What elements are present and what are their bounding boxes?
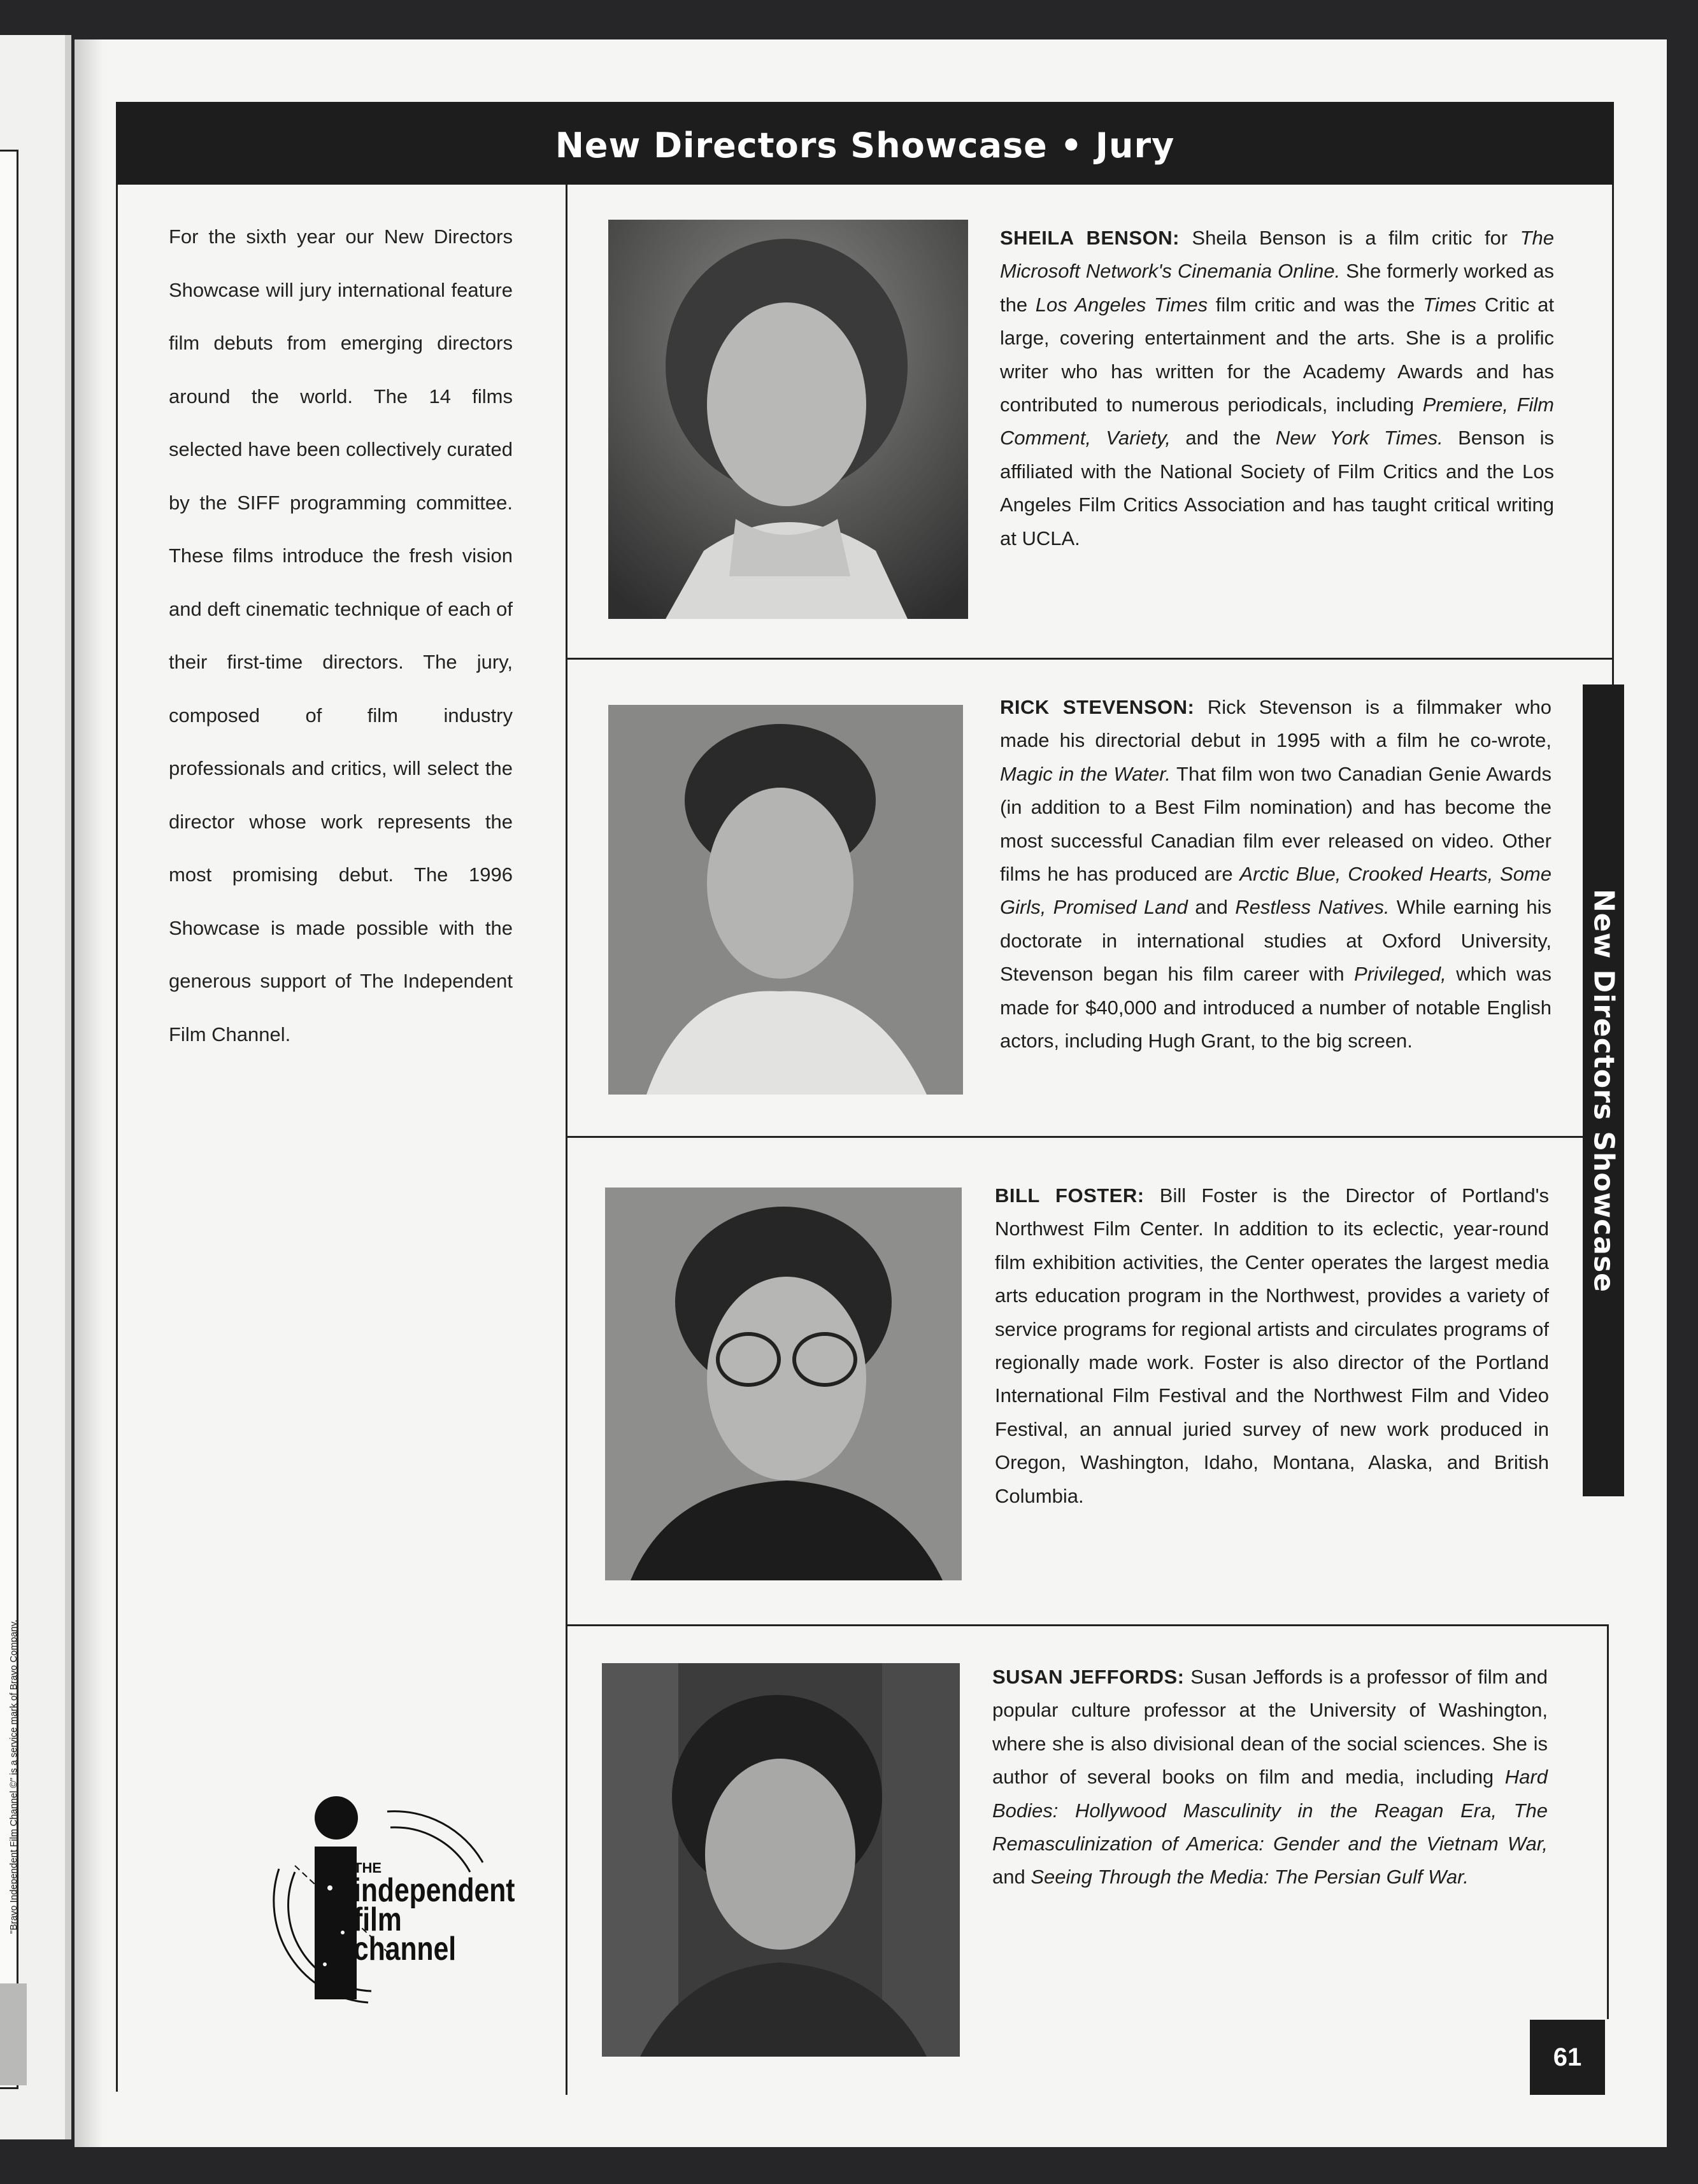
bio-text: film critic and was the <box>1208 293 1423 316</box>
juror-bio-susan-jeffords <box>992 1661 1548 1894</box>
bio-text: Susan Jeffords is a professor of film and popular culture professor at the University of Washington, where she is also divisional dean of the social sciences. She is author of several books on film and media, including <box>992 1666 1548 1789</box>
bio-text: Bill Foster is the Director of Portland's Northwest Film Center. In addition to its eclectic, year-round film exhibition activities, the Center operates the largest media arts education program in the Northwest, provides a variety of service programs for regional artists and circulates programs of regionally made work. Foster is also director of the Portland International Film Festival and the Northwest Film and Video Festival, an annual juried survey of new work produced in Oregon, Washington, Idaho, Montana, Alaska, and British Columbia. <box>995 1184 1549 1507</box>
previous-page-gray-block <box>0 1983 27 2085</box>
logo-wordmark <box>353 1860 550 1968</box>
bio-text: and the <box>1170 427 1276 450</box>
bio-text: and <box>992 1866 1031 1889</box>
juror-bio-bill-foster <box>995 1179 1549 1513</box>
juror-name: SHEILA BENSON: <box>1000 227 1180 249</box>
row-divider-3 <box>566 1624 1608 1626</box>
logo-the: THE <box>353 1860 382 1876</box>
juror-name: SUSAN JEFFORDS: <box>992 1666 1185 1688</box>
bio-italic-text: Restless Natives. <box>1235 896 1390 919</box>
gutter-shadow <box>65 35 71 2139</box>
juror-name: RICK STEVENSON: <box>1000 696 1195 718</box>
page-number: 61 <box>1530 2020 1605 2095</box>
juror-photo-bill-foster <box>605 1188 962 1580</box>
juror-bio-sheila-benson <box>1000 222 1554 555</box>
juror-bio-rick-stevenson <box>1000 691 1552 1058</box>
service-mark-credit: "Bravo Independent Film Channel ©" is a service mark of Bravo Company. <box>8 1619 19 1934</box>
bio-text: Critic at large, covering entertainment and the arts. She is a prolific writer who has written for the Academy Awards and has contributed to numerous periodicals, including <box>1000 293 1554 416</box>
bio-text: and <box>1187 896 1236 919</box>
bio-italic-text: Hard Bodies: Hollywood Masculinity in the Reagan Era, The Remasculinization of America: Gender and the Vietnam War, <box>992 1766 1548 1855</box>
bio-text: She formerly worked as the <box>1000 260 1555 316</box>
juror-photo-rick-stevenson <box>608 705 963 1095</box>
frame-left-border <box>116 185 118 2092</box>
bio-italic-text: Los Angeles Times <box>1035 293 1208 316</box>
bio-italic-text: Privileged, <box>1354 963 1446 986</box>
side-tab-label: New Directors Showcase <box>1587 888 1620 1293</box>
section-side-tab <box>1583 684 1624 1496</box>
logo-independent: independent <box>353 1872 515 1909</box>
page-header: New Directors Showcase • Jury <box>116 102 1614 185</box>
frame-column-divider <box>566 185 567 2095</box>
bio-italic-text: New York Times. <box>1275 427 1443 450</box>
bio-italic-text: Arctic Blue, Crooked Hearts, Some Girls, Promised Land <box>1000 863 1552 919</box>
juror-name: BILL FOSTER: <box>995 1184 1145 1207</box>
bio-text: That film won two Canadian Genie Awards (in addition to a Best Film nomination) and has become the most successful Canadian film ever released on video. Other films he has produced are <box>1000 762 1552 886</box>
bio-italic-text: Seeing Through the Media: The Persian Gulf War. <box>1031 1866 1469 1889</box>
bio-text: While earning his doctorate in international studies at Oxford University, Stevenson began his film career with <box>1000 896 1552 986</box>
row-divider-1 <box>566 658 1614 660</box>
bio-text: Sheila Benson is a film critic for <box>1179 227 1520 249</box>
bio-text: which was made for $40,000 and introduced a number of notable English actors, including Hugh Grant, to the big screen. <box>1000 963 1552 1053</box>
bio-italic-text: Magic in the Water. <box>1000 762 1171 785</box>
bio-text: Benson is affiliated with the National Society of Film Critics and the Los Angeles Film Critics Association and has taught critical writing at UCLA. <box>1000 427 1554 550</box>
page-edge-shadow <box>75 39 103 2147</box>
frame-right-border-lower <box>1607 1624 1609 2019</box>
bio-italic-text: Premiere, Film Comment, Variety, <box>1000 394 1554 450</box>
bio-italic-text: Times <box>1423 293 1477 316</box>
juror-photo-sheila-benson <box>608 220 968 619</box>
juror-photo-susan-jeffords <box>602 1663 960 2057</box>
intro-paragraph: For the sixth year our New Directors Showcase will jury international feature film debuts from emerging directors around the world. The 14 films selected have been collectively curated by the SIFF programming committee. These films introduce the fresh vision and deft cinematic technique of each of their first-time directors. The jury, composed of film industry professionals and critics, will select the director whose work represents the most promising debut. The 1996 Showcase is made possible with the generous support of The Independent Film Channel. <box>169 225 513 1046</box>
bio-italic-text: The Microsoft Network's Cinemania Online. <box>1000 227 1554 283</box>
logo-film: film <box>353 1901 402 1938</box>
logo-channel: channel <box>353 1931 457 1968</box>
bio-text: Rick Stevenson is a filmmaker who made his directorial debut in 1995 with a film he co-wrote, <box>1000 696 1552 752</box>
row-divider-2 <box>566 1136 1611 1138</box>
